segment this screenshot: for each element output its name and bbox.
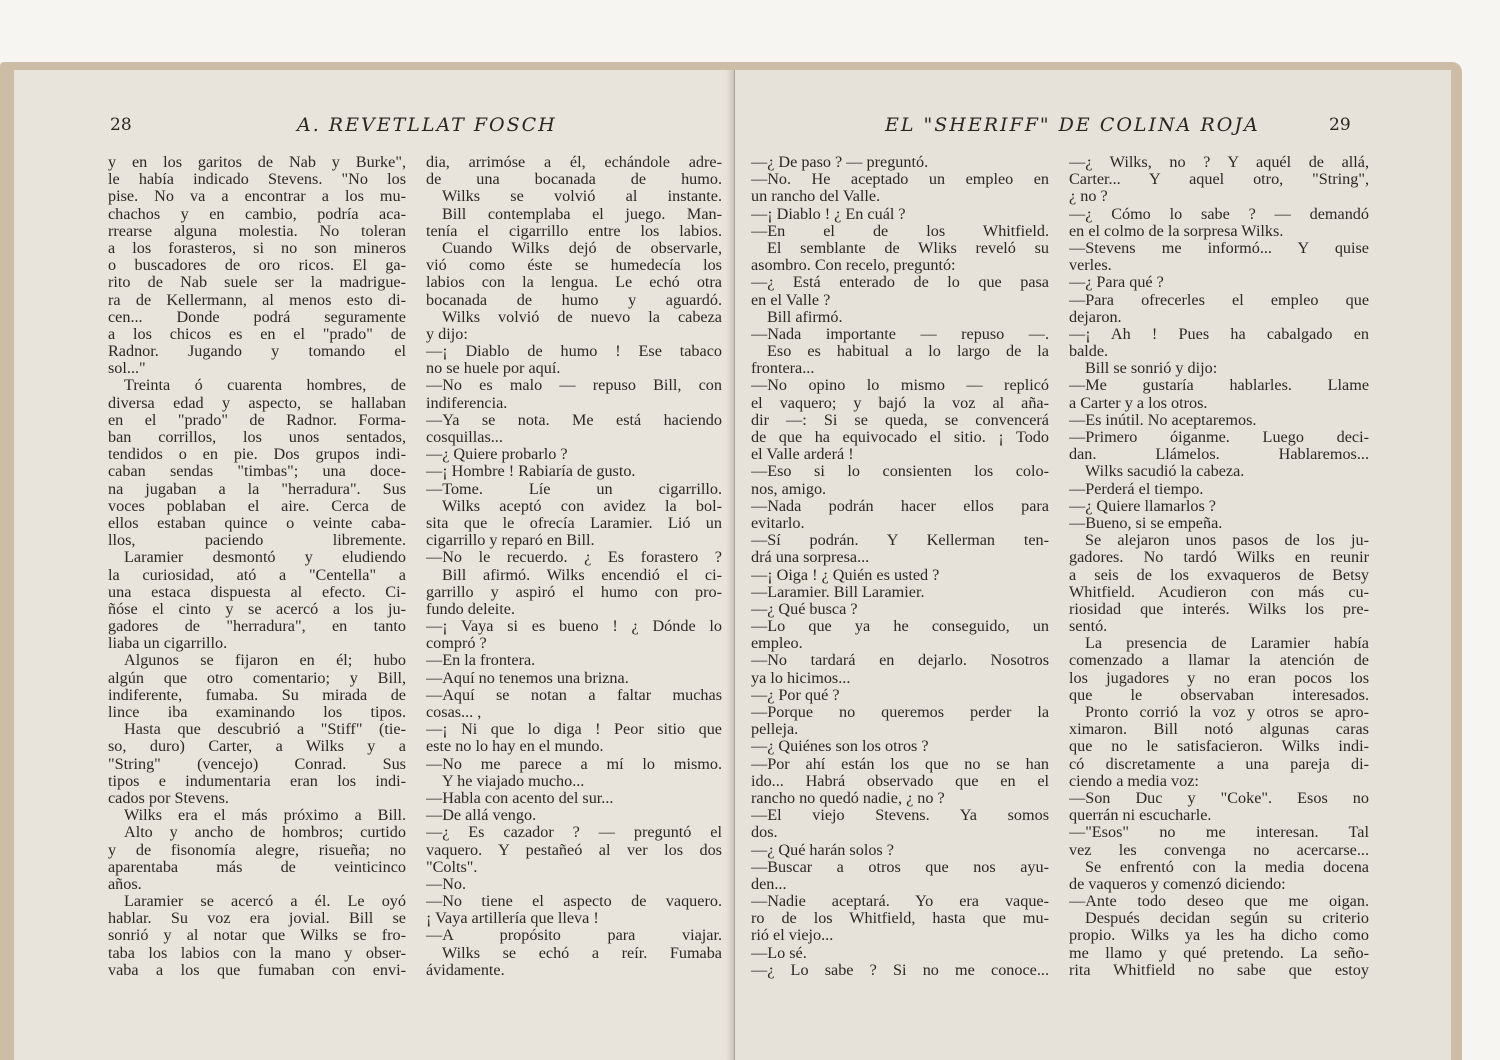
running-header-left: A. REVETLLAT FOSCH xyxy=(297,114,557,136)
text-line: me llamo y qué pretendo. La seño- xyxy=(1069,944,1369,962)
text-line: —¡ Vaya si es bueno ! ¿ Dónde lo xyxy=(426,618,722,636)
text-line: —Por ahí están los que no se han xyxy=(751,755,1049,773)
text-line: Wilks volvió de nuevo la cabeza xyxy=(442,308,722,326)
text-line: —Nada podrán hacer ellos para xyxy=(751,497,1049,515)
text-line: ávidamente. xyxy=(426,961,505,979)
text-line: —Tome. Líe un cigarrillo. xyxy=(426,480,722,498)
text-line: un rancho del Valle. xyxy=(751,188,881,206)
text-line: dos. xyxy=(751,824,778,842)
text-line: indiferencia. xyxy=(426,394,508,412)
text-line: ¿ no ? xyxy=(1069,188,1108,206)
text-line: riosidad que interés. Wilks los pre- xyxy=(1069,600,1369,618)
text-line: en el "prado" de Radnor. Forma- xyxy=(108,411,406,429)
text-line: vaba a los que fumaban con envi- xyxy=(108,961,406,979)
text-line: ya lo hicimos... xyxy=(751,669,851,687)
text-line: sita que le ofrecía Laramier. Lió un xyxy=(426,514,722,532)
text-line: Treinta ó cuarenta hombres, de xyxy=(124,377,406,395)
text-line: —A propósito para viajar. xyxy=(426,927,722,945)
text-line: —Lo sé. xyxy=(751,944,807,962)
text-line: Se alejaron unos pasos de los ju- xyxy=(1085,532,1369,550)
text-line: en el Valle ? xyxy=(751,291,831,309)
text-line: —¡ Oiga ! ¿ Quién es usted ? xyxy=(751,566,940,584)
text-line: —Eso si lo consienten los colo- xyxy=(751,463,1049,481)
text-line: —En el de los Whitfield. xyxy=(751,222,1049,240)
text-line: ellos estaban quince o veinte caba- xyxy=(108,514,406,532)
text-line: a los chicos es en el "prado" de xyxy=(108,325,406,343)
text-line: —¿ Qué harán solos ? xyxy=(751,841,894,859)
text-line: sentó. xyxy=(1069,618,1108,636)
text-line: —Son Duc y "Coke". Esos no xyxy=(1069,789,1369,807)
text-line: Pronto corrió la voz y otros se apro- xyxy=(1085,704,1369,721)
text-line: de que ha equivocado el sitio. ¡ Todo xyxy=(751,429,1049,446)
text-line: taba los labios con la mano y obser- xyxy=(108,944,406,962)
text-line: Cuando Wilks dejó de observarle, xyxy=(442,239,722,257)
text-line: ban corrillos, los unos sentados, xyxy=(108,429,406,446)
text-line: —¿ Quiere probarlo ? xyxy=(426,446,568,464)
text-line: y en los garitos de Nab y Burke", xyxy=(108,154,406,171)
text-line: aparentaba más de veinticinco xyxy=(108,858,406,876)
text-line: Carter... Y aquel otro, "String", xyxy=(1069,171,1369,189)
text-line: —No tardará en dejarlo. Nosotros xyxy=(751,652,1049,670)
text-line: —Ante todo deseo que me oigan. xyxy=(1069,893,1369,911)
text-line: —Nadie aceptará. Yo era vaque- xyxy=(751,893,1049,911)
text-line: garrillo y aspiró el humo con pro- xyxy=(426,583,722,601)
text-line: Después decidan según su criterio xyxy=(1085,910,1369,928)
text-line: que no le satisfacieron. Wilks indi- xyxy=(1069,738,1369,756)
text-line: —"Esos" no me interesan. Tal xyxy=(1069,824,1369,842)
text-line: cosquillas... xyxy=(426,429,503,446)
text-line: —No es malo — repuso Bill, con xyxy=(426,377,722,395)
text-line: —Porque no queremos perder la xyxy=(751,704,1049,721)
text-line: so, duro) Carter, a Wilks y a xyxy=(108,738,406,756)
text-line: —Ya se nota. Me está haciendo xyxy=(426,411,722,429)
text-line: —¿ Wilks, no ? Y aquél de allá, xyxy=(1069,154,1369,171)
text-line: chachos y en cambio, podría aca- xyxy=(108,205,406,223)
text-line: dia, arrimóse a él, echándole adre- xyxy=(426,154,722,171)
text-line: —¡ Ni que lo diga ! Peor sitio que xyxy=(426,721,722,739)
text-line: cigarrillo y reparó en Bill. xyxy=(426,532,595,550)
text-column-right-2 xyxy=(1069,154,1369,979)
text-line: Bill afirmó. xyxy=(767,308,843,326)
text-line: —Buscar a otros que nos ayu- xyxy=(751,858,1049,876)
text-line: vió como éste se humedecía los xyxy=(426,257,722,275)
text-line: años. xyxy=(108,875,142,893)
text-line: ¡ Vaya artillería que lleva ! xyxy=(426,910,599,928)
text-line: —Aquí no tenemos una brizna. xyxy=(426,669,629,687)
text-line: —¿ De paso ? — preguntó. xyxy=(751,154,929,171)
text-line: —¡ Hombre ! Rabiaría de gusto. xyxy=(426,463,636,481)
text-line: —¿ Qué busca ? xyxy=(751,600,858,618)
text-line: ro de los Whitfield, hasta que mu- xyxy=(751,910,1049,928)
text-line: —No le recuerdo. ¿ Es forastero ? xyxy=(426,549,722,567)
text-line: —Para ofrecerles el empleo que xyxy=(1069,291,1369,309)
text-line: evitarlo. xyxy=(751,514,805,532)
text-line: vez les convenga no acercarse... xyxy=(1069,841,1369,859)
text-line: —¡ Ah ! Pues ha cabalgado en xyxy=(1069,325,1369,343)
text-line: "String" (vencejo) Conrad. Sus xyxy=(108,755,406,773)
text-line: ra de Kellermann, al menos esto di- xyxy=(108,291,406,309)
text-line: la curiosidad, ató a "Centella" a xyxy=(108,566,406,584)
text-line: asombro. Con recelo, preguntó: xyxy=(751,257,956,275)
text-line: —No me parece a mí lo mismo. xyxy=(426,755,722,773)
text-line: rancho no quedó nadie, ¿ no ? xyxy=(751,789,945,807)
text-column-right-1 xyxy=(751,154,1049,979)
text-column-left-2 xyxy=(426,154,722,979)
text-line: —¿ Para qué ? xyxy=(1069,274,1164,292)
text-line: cen... Donde podrá seguramente xyxy=(108,308,406,326)
text-line: a Carter y a los otros. xyxy=(1069,394,1208,412)
text-line: dir —: Si se queda, se convencerá xyxy=(751,411,1049,429)
left-page xyxy=(14,70,735,1060)
text-line: tendidos o en pie. Dos grupos indi- xyxy=(108,446,406,464)
text-line: —Lo que ya he conseguido, un xyxy=(751,618,1049,636)
text-line: —No opino lo mismo — replicó xyxy=(751,377,1049,395)
text-line: —¿ Quiénes son los otros ? xyxy=(751,738,929,756)
text-line: ñóse el cinto y se acercó a los ju- xyxy=(108,600,406,618)
text-line: este no lo hay en el mundo. xyxy=(426,738,604,756)
text-line: bocanada de humo y aguardó. xyxy=(426,291,722,309)
page-number-right: 29 xyxy=(1329,115,1351,135)
text-line: Wilks se volvió al instante. xyxy=(442,188,722,206)
text-line: el Valle arderá ! xyxy=(751,446,854,464)
text-line: ximaron. Bill notó algunas caras xyxy=(1069,721,1369,739)
text-line: —¿ Es cazador ? — preguntó el xyxy=(426,824,722,842)
text-line: empleo. xyxy=(751,635,803,653)
text-line: querrán ni escucharle. xyxy=(1069,807,1212,825)
text-line: tipos e indumentaria eran los indi- xyxy=(108,772,406,790)
text-line: Se enfrentó con la media docena xyxy=(1085,858,1369,876)
text-line: no se huele por aquí. xyxy=(426,360,561,378)
text-line: Eso es habitual a lo largo de la xyxy=(767,343,1049,361)
text-line: Laramier se acercó a él. Le oyó xyxy=(124,893,406,911)
running-header-right: EL "SHERIFF" DE COLINA ROJA xyxy=(885,114,1260,136)
text-line: Wilks se echó a reír. Fumaba xyxy=(442,944,722,962)
text-line: Algunos se fijaron en él; hubo xyxy=(124,652,406,670)
text-line: —¿ Está enterado de lo que pasa xyxy=(751,274,1049,292)
text-line: rrearse alguna molestia. No toleran xyxy=(108,222,406,240)
text-line: gadores. No tardó Wilks en reunir xyxy=(1069,549,1369,567)
text-line: —Stevens me informó... Y quise xyxy=(1069,239,1369,257)
text-line: o buscadores de oro ricos. El ga- xyxy=(108,257,406,275)
text-line: —Nada importante — repuso —. xyxy=(751,325,1049,343)
text-line: a seis de los exvaqueros de Betsy xyxy=(1069,566,1369,584)
text-line: liaba un cigarrillo. xyxy=(108,635,228,653)
text-line: El semblante de Wliks reveló su xyxy=(767,239,1049,257)
text-line: verles. xyxy=(1069,257,1112,275)
text-line: lince iba examinando los tipos. xyxy=(108,704,406,721)
text-line: —Habla con acento del sur... xyxy=(426,789,614,807)
text-line: los jugadores y no eran pocos los xyxy=(1069,669,1369,687)
text-line: Bill afirmó. Wilks encendió el ci- xyxy=(442,566,722,584)
text-line: llos, paciendo libremente. xyxy=(108,532,406,550)
text-line: —Sí podrán. Y Kellerman ten- xyxy=(751,532,1049,550)
text-line: drá una sorpresa... xyxy=(751,549,870,567)
text-line: Alto y ancho de hombros; curtido xyxy=(124,824,406,842)
text-line: de una bocanada de humo. xyxy=(426,171,722,189)
text-line: hablar. Su voz era jovial. Bill se xyxy=(108,910,406,928)
text-line: —No. He aceptado un empleo en xyxy=(751,171,1049,189)
text-line: —¡ Diablo ! ¿ En cuál ? xyxy=(751,205,906,223)
text-line: —¡ Diablo de humo ! Ese tabaco xyxy=(426,343,722,361)
text-line: nos, amigo. xyxy=(751,480,827,498)
text-line: —El viejo Stevens. Ya somos xyxy=(751,807,1049,825)
text-line: propio. Wilks ya les ha dicho como xyxy=(1069,927,1369,945)
text-line: cados por Stevens. xyxy=(108,789,229,807)
text-line: que le observaban interesados. xyxy=(1069,686,1369,704)
text-line: balde. xyxy=(1069,343,1109,361)
text-line: gadores de "herradura", en tanto xyxy=(108,618,406,636)
text-line: cosas... , xyxy=(426,704,482,721)
text-line: dejaron. xyxy=(1069,308,1122,326)
text-line: Wilks aceptó con avidez la bol- xyxy=(442,497,722,515)
text-line: —Primero óiganme. Luego deci- xyxy=(1069,429,1369,446)
text-line: comenzado a llamar la atención de xyxy=(1069,652,1369,670)
text-line: una estaca dispuesta al efecto. Ci- xyxy=(108,583,406,601)
text-line: Bill contemplaba el juego. Man- xyxy=(442,205,722,223)
text-line: —Bueno, si se empeña. xyxy=(1069,514,1223,532)
text-line: —Me gustaría hablarles. Llame xyxy=(1069,377,1369,395)
text-line: —Aquí se notan a faltar muchas xyxy=(426,686,722,704)
text-line: y de fisonomía alegre, risueña; no xyxy=(108,841,406,859)
text-line: Y he viajado mucho... xyxy=(442,772,585,790)
text-line: "Colts". xyxy=(426,858,478,876)
text-line: —No tiene el aspecto de vaquero. xyxy=(426,893,722,911)
text-line: —¿ Quiere llamarlos ? xyxy=(1069,497,1216,515)
text-line: a los forasteros, si no son mineros xyxy=(108,239,406,257)
text-line: den... xyxy=(751,875,787,893)
text-line: Radnor. Jugando y tomando el xyxy=(108,343,406,361)
text-line: caban sendas "timbas"; una doce- xyxy=(108,463,406,481)
text-line: en el colmo de la sorpresa Wilks. xyxy=(1069,222,1284,240)
text-line: dan. Llámelos. Hablaremos... xyxy=(1069,446,1369,464)
text-line: có discretamente a una pareja di- xyxy=(1069,755,1369,773)
text-line: algún que otro comentario; y Bill, xyxy=(108,669,406,687)
text-line: de vaqueros y comenzó diciendo: xyxy=(1069,875,1286,893)
right-page xyxy=(735,70,1451,1060)
text-line: frontera... xyxy=(751,360,815,378)
page-number-left: 28 xyxy=(110,115,132,135)
text-line: diversa edad y aspecto, se hallaban xyxy=(108,394,406,412)
text-line: sonrió y al notar que Wilks se fro- xyxy=(108,927,406,945)
text-line: —¿ Por qué ? xyxy=(751,686,840,704)
text-line: —De allá vengo. xyxy=(426,807,537,825)
text-line: voces poblaban el aire. Cerca de xyxy=(108,497,406,515)
text-line: sol..." xyxy=(108,360,146,378)
text-line: Wilks era el más próximo a Bill. xyxy=(124,807,406,825)
text-line: ciendo a media voz: xyxy=(1069,772,1199,790)
text-line: —Perderá el tiempo. xyxy=(1069,480,1204,498)
text-line: labios con la lengua. Le echó otra xyxy=(426,274,722,292)
text-line: Laramier desmontó y eludiendo xyxy=(124,549,406,567)
text-line: —En la frontera. xyxy=(426,652,536,670)
text-line: Hasta que descubrió a "Stiff" (tie- xyxy=(124,721,406,739)
text-line: pelleja. xyxy=(751,721,799,739)
text-line: tenía el cigarrillo entre los labios. xyxy=(426,222,722,240)
text-line: vaquero. Y pestañeó al ver los dos xyxy=(426,841,722,859)
text-line: —Es inútil. No aceptaremos. xyxy=(1069,411,1257,429)
text-line: —No. xyxy=(426,875,467,893)
text-line: fundo deleite. xyxy=(426,600,515,618)
text-line: rita Whitfield no sabe que estoy xyxy=(1069,961,1369,979)
text-line: —¿ Cómo lo sabe ? — demandó xyxy=(1069,205,1369,223)
text-line: na jugaban a la "herradura". Sus xyxy=(108,480,406,498)
text-line: rió el viejo... xyxy=(751,927,834,945)
text-line: Bill se sonrió y dijo: xyxy=(1085,360,1218,378)
text-line: rito de Nab suele ser la madrigue- xyxy=(108,274,406,292)
text-line: le había indicado Stevens. "No los xyxy=(108,171,406,189)
text-line: y dijo: xyxy=(426,325,468,343)
text-column-left-1 xyxy=(108,154,406,979)
text-line: pise. No va a encontrar a los mu- xyxy=(108,188,406,206)
text-line: Wilks sacudió la cabeza. xyxy=(1085,463,1245,481)
text-line: el vaquero; y bajó la voz al aña- xyxy=(751,394,1049,412)
text-line: —¿ Lo sabe ? Si no me conoce... xyxy=(751,961,1049,979)
text-line: —Laramier. Bill Laramier. xyxy=(751,583,925,601)
text-line: compró ? xyxy=(426,635,487,653)
text-line: Whitfield. Acudieron con más cu- xyxy=(1069,583,1369,601)
text-line: ido... Habrá observado que en el xyxy=(751,772,1049,790)
text-line: La presencia de Laramier había xyxy=(1085,635,1369,653)
text-line: indiferente, fumaba. Su mirada de xyxy=(108,686,406,704)
